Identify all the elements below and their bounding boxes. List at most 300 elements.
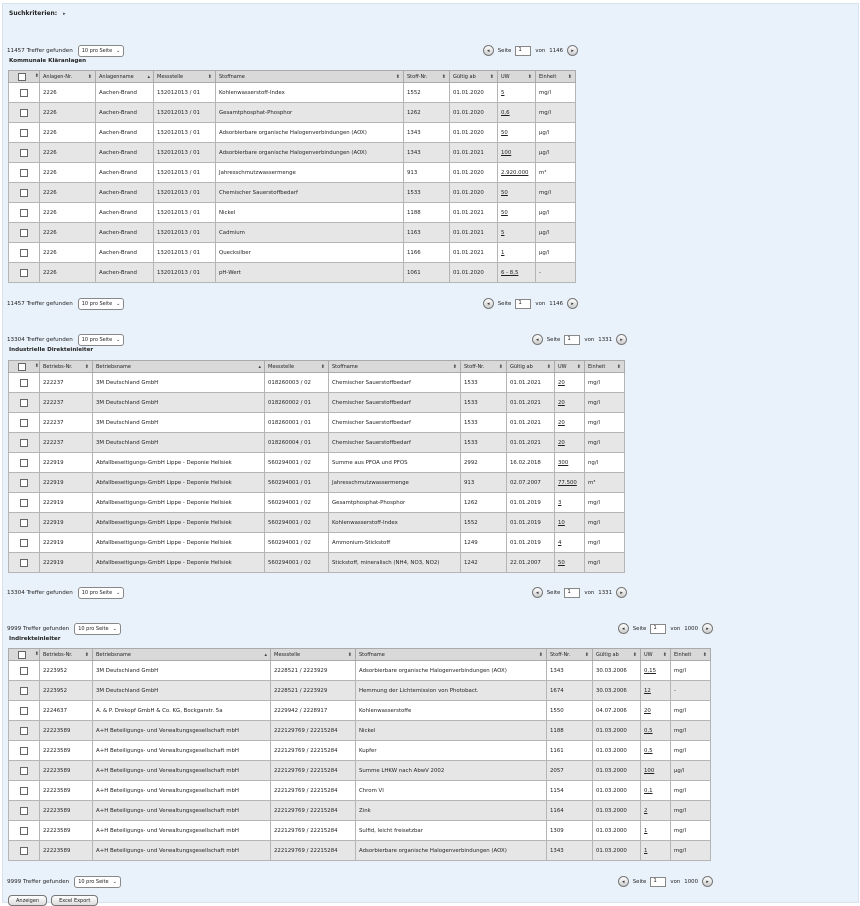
checkbox-icon[interactable] <box>20 747 28 755</box>
table-row <box>9 203 576 223</box>
cell-uw[interactable] <box>641 681 671 701</box>
column-header-stoff[interactable] <box>216 71 404 83</box>
column-header-label: Gültig ab <box>596 651 619 658</box>
limit-value-link[interactable]: 50 <box>501 189 508 196</box>
cell-nr: 1262 <box>461 493 507 513</box>
cell-stoff: Hemmung der Lichtemission von Photobact. <box>356 681 547 701</box>
section-2-table <box>8 648 711 861</box>
cell-ab: 01.01.2020 <box>450 183 498 203</box>
cell-ab: 01.01.2019 <box>507 513 555 533</box>
column-header-uw[interactable] <box>641 649 671 661</box>
sort-icon[interactable]: ⬍ <box>87 73 92 80</box>
cell-nr: 1242 <box>461 553 507 573</box>
column-header-unit[interactable] <box>585 361 625 373</box>
sort-icon[interactable]: ⬍ <box>662 651 667 658</box>
column-header-ab[interactable] <box>593 649 641 661</box>
cell-id: 2226 <box>40 123 96 143</box>
checkbox-icon[interactable] <box>20 149 28 157</box>
limit-value-link[interactable]: 3 <box>558 499 562 506</box>
checkbox-icon[interactable] <box>20 687 28 695</box>
checkbox-icon[interactable] <box>20 707 28 715</box>
checkbox-icon[interactable] <box>20 827 28 835</box>
cell-name: 3M Deutschland GmbH <box>93 433 265 453</box>
cell-uw[interactable] <box>498 183 536 203</box>
sort-icon[interactable]: ⬍ <box>34 362 39 369</box>
limit-value-link[interactable]: 20 <box>558 439 565 446</box>
cell-mess: 222129769 / 22215284 <box>271 821 356 841</box>
section-2-top-result-count: 9999 Treffer gefunden <box>7 626 70 632</box>
cell-uw[interactable] <box>641 781 671 801</box>
per-page-value: 10 pro Seite <box>81 337 113 343</box>
cell-stoff: Gesamtphosphat-Phosphor <box>329 493 461 513</box>
column-header-uw[interactable] <box>498 71 536 83</box>
cell-ab: 01.03.2000 <box>593 741 641 761</box>
limit-value-link[interactable]: 5 <box>501 89 505 96</box>
cell-uw[interactable] <box>498 123 536 143</box>
next-page-icon[interactable]: ▸ <box>616 587 627 598</box>
sort-icon[interactable]: ⬍ <box>546 363 551 370</box>
cell-name: A+H Beteiligungs- und Verwaltungsgesellschaft mbH <box>93 761 271 781</box>
page-number-input[interactable]: 1 <box>564 588 580 598</box>
row-checkbox[interactable] <box>9 553 40 573</box>
row-checkbox[interactable] <box>9 681 40 701</box>
cell-name: A+H Beteiligungs- und Verwaltungsgesellschaft mbH <box>93 841 271 861</box>
cell-unit: ng/l <box>585 453 625 473</box>
cell-mess: 132012013 / 01 <box>154 83 216 103</box>
cell-unit: - <box>671 681 711 701</box>
sort-icon[interactable]: ⬍ <box>207 73 212 80</box>
section-1-top-per-page-select[interactable] <box>78 334 125 346</box>
cell-mess: 560294001 / 02 <box>265 493 329 513</box>
select-all-checkbox[interactable] <box>9 649 40 661</box>
limit-value-link[interactable]: 2.920.000 <box>501 169 529 176</box>
row-checkbox[interactable] <box>9 203 40 223</box>
row-checkbox[interactable] <box>9 661 40 681</box>
sort-icon[interactable]: ⬍ <box>320 363 325 370</box>
limit-value-link[interactable]: 50 <box>501 129 508 136</box>
row-checkbox[interactable] <box>9 821 40 841</box>
cell-ab: 01.01.2021 <box>507 433 555 453</box>
cell-ab: 02.07.2007 <box>507 473 555 493</box>
limit-value-link[interactable]: 4 <box>558 539 562 546</box>
cell-id: 22223589 <box>40 801 93 821</box>
checkbox-icon[interactable] <box>20 249 28 257</box>
cell-uw[interactable] <box>555 413 585 433</box>
cell-name: A+H Beteiligungs- und Verwaltungsgesellschaft mbH <box>93 801 271 821</box>
row-checkbox[interactable] <box>9 103 40 123</box>
limit-value-link[interactable]: 12 <box>644 687 651 694</box>
cell-uw[interactable] <box>641 841 671 861</box>
column-header-uw[interactable] <box>555 361 585 373</box>
sort-icon[interactable]: ⬍ <box>576 363 581 370</box>
cell-ab: 01.01.2020 <box>450 83 498 103</box>
row-checkbox[interactable] <box>9 801 40 821</box>
cell-uw[interactable] <box>555 453 585 473</box>
checkbox-icon[interactable] <box>20 499 28 507</box>
column-header-label: Messstelle <box>157 73 184 80</box>
checkbox-icon[interactable] <box>18 363 26 371</box>
table-row <box>9 513 625 533</box>
cell-uw[interactable] <box>641 761 671 781</box>
prev-page-icon[interactable]: ◂ <box>483 45 494 56</box>
cell-uw[interactable] <box>498 203 536 223</box>
cell-stoff: Kohlenwasserstoff-Index <box>329 513 461 533</box>
cell-id: 2226 <box>40 83 96 103</box>
sort-icon[interactable]: ⬍ <box>527 73 532 80</box>
cell-ab: 01.03.2000 <box>593 721 641 741</box>
limit-value-link[interactable]: 0,1 <box>644 787 653 794</box>
cell-nr: 1166 <box>404 243 450 263</box>
cell-unit: mg/l <box>671 801 711 821</box>
next-page-icon[interactable]: ▸ <box>702 876 713 887</box>
checkbox-icon[interactable] <box>20 129 28 137</box>
next-page-icon[interactable]: ▸ <box>567 298 578 309</box>
checkbox-icon[interactable] <box>20 379 28 387</box>
checkbox-icon[interactable] <box>20 439 28 447</box>
column-header-name[interactable] <box>93 361 265 373</box>
total-pages: 1331 <box>598 589 612 596</box>
cell-ab: 01.01.2021 <box>507 413 555 433</box>
cell-uw[interactable] <box>641 661 671 681</box>
checkbox-icon[interactable] <box>20 539 28 547</box>
cell-unit: - <box>536 263 576 283</box>
section-2-bottom-per-page-select[interactable] <box>74 876 121 888</box>
row-checkbox[interactable] <box>9 513 40 533</box>
column-header-id[interactable] <box>40 649 93 661</box>
cell-id: 2226 <box>40 243 96 263</box>
cell-name: 3M Deutschland GmbH <box>93 393 265 413</box>
cell-uw[interactable] <box>498 103 536 123</box>
cell-unit: mg/l <box>585 533 625 553</box>
chevron-down-icon: ⌄ <box>116 337 121 343</box>
table-row <box>9 143 576 163</box>
column-header-nr[interactable] <box>404 71 450 83</box>
row-checkbox[interactable] <box>9 721 40 741</box>
row-checkbox[interactable] <box>9 493 40 513</box>
prev-page-icon[interactable]: ◂ <box>532 334 543 345</box>
table-row <box>9 243 576 263</box>
column-header-id[interactable] <box>40 71 96 83</box>
checkbox-icon[interactable] <box>18 651 26 659</box>
cell-uw[interactable] <box>555 553 585 573</box>
show-button[interactable]: Anzeigen <box>8 895 47 906</box>
cell-ab: 30.03.2006 <box>593 661 641 681</box>
limit-value-link[interactable]: 1 <box>501 249 505 256</box>
sort-icon[interactable]: ⬍ <box>34 72 39 79</box>
limit-value-link[interactable]: 100 <box>501 149 512 156</box>
limit-value-link[interactable]: 1 <box>644 847 648 854</box>
next-page-icon[interactable]: ▸ <box>567 45 578 56</box>
limit-value-link[interactable]: 50 <box>558 559 565 566</box>
cell-unit: mg/l <box>585 373 625 393</box>
row-checkbox[interactable] <box>9 163 40 183</box>
select-all-checkbox[interactable] <box>9 361 40 373</box>
row-checkbox[interactable] <box>9 761 40 781</box>
cell-mess: 132012013 / 01 <box>154 203 216 223</box>
page-number-input[interactable]: 1 <box>515 299 531 309</box>
row-checkbox[interactable] <box>9 701 40 721</box>
sort-icon[interactable]: ⬍ <box>632 651 637 658</box>
cell-mess: 132012013 / 01 <box>154 263 216 283</box>
cell-mess: 560294001 / 02 <box>265 553 329 573</box>
limit-value-link[interactable]: 10 <box>558 519 565 526</box>
column-header-label: Einheit <box>588 363 606 370</box>
limit-value-link[interactable]: 77.500 <box>558 479 577 486</box>
section-1-bottom-per-page-select[interactable] <box>78 587 125 599</box>
column-header-ab[interactable] <box>450 71 498 83</box>
cell-uw[interactable] <box>555 393 585 413</box>
checkbox-icon[interactable] <box>20 399 28 407</box>
limit-value-link[interactable]: 6 - 8,5 <box>501 269 519 276</box>
row-checkbox[interactable] <box>9 373 40 393</box>
limit-value-link[interactable]: 0,5 <box>644 747 653 754</box>
total-pages: 1146 <box>549 300 563 307</box>
cell-mess: 560294001 / 01 <box>265 473 329 493</box>
section-0-header-row <box>9 71 576 83</box>
cell-nr: 1188 <box>404 203 450 223</box>
cell-uw[interactable] <box>498 143 536 163</box>
cell-unit: mg/l <box>671 821 711 841</box>
cell-nr: 1188 <box>547 721 593 741</box>
cell-stoff: Ammonium-Stickstoff <box>329 533 461 553</box>
column-header-nr[interactable] <box>547 649 593 661</box>
column-header-nr[interactable] <box>461 361 507 373</box>
cell-id: 222919 <box>40 493 93 513</box>
column-header-id[interactable] <box>40 361 93 373</box>
cell-unit: m³ <box>536 163 576 183</box>
sort-ascending-icon[interactable]: ▴ <box>264 651 267 658</box>
cell-mess: 2228521 / 2223929 <box>271 661 356 681</box>
checkbox-icon[interactable] <box>20 169 28 177</box>
page-number-input[interactable]: 1 <box>650 877 666 887</box>
cell-uw[interactable] <box>555 513 585 533</box>
sort-icon[interactable]: ⬍ <box>489 73 494 80</box>
next-page-icon[interactable]: ▸ <box>702 623 713 634</box>
cell-uw[interactable] <box>498 243 536 263</box>
cell-stoff: Kohlenwasserstoff-Index <box>216 83 404 103</box>
row-checkbox[interactable] <box>9 223 40 243</box>
column-header-name[interactable] <box>96 71 154 83</box>
sort-icon[interactable]: ⬍ <box>498 363 503 370</box>
cell-mess: 222129769 / 22215284 <box>271 781 356 801</box>
row-checkbox[interactable] <box>9 143 40 163</box>
cell-unit: mg/l <box>585 553 625 573</box>
row-checkbox[interactable] <box>9 243 40 263</box>
row-checkbox[interactable] <box>9 83 40 103</box>
limit-value-link[interactable]: 300 <box>558 459 569 466</box>
prev-page-icon[interactable]: ◂ <box>483 298 494 309</box>
row-checkbox[interactable] <box>9 413 40 433</box>
cell-nr: 1309 <box>547 821 593 841</box>
cell-uw[interactable] <box>555 433 585 453</box>
column-header-label: Betriebsname <box>96 363 131 370</box>
row-checkbox[interactable] <box>9 473 40 493</box>
sort-icon[interactable]: ⬍ <box>584 651 589 658</box>
section-0-top-per-page-select[interactable] <box>78 45 125 57</box>
checkbox-icon[interactable] <box>20 559 28 567</box>
column-header-ab[interactable] <box>507 361 555 373</box>
limit-value-link[interactable]: 20 <box>558 399 565 406</box>
checkbox-icon[interactable] <box>20 667 28 675</box>
cell-unit: mg/l <box>671 661 711 681</box>
prev-page-icon[interactable]: ◂ <box>532 587 543 598</box>
checkbox-icon[interactable] <box>20 109 28 117</box>
row-checkbox[interactable] <box>9 433 40 453</box>
sort-icon[interactable]: ⬍ <box>34 650 39 657</box>
checkbox-icon[interactable] <box>20 189 28 197</box>
cell-uw[interactable] <box>555 473 585 493</box>
column-header-mess[interactable] <box>271 649 356 661</box>
cell-name: Aachen-Brand <box>96 83 154 103</box>
column-header-unit[interactable] <box>671 649 711 661</box>
limit-value-link[interactable]: 0,15 <box>644 667 657 674</box>
cell-uw[interactable] <box>641 741 671 761</box>
limit-value-link[interactable]: 20 <box>558 379 565 386</box>
section-0-bottom-pagination <box>483 298 578 309</box>
prev-page-icon[interactable]: ◂ <box>618 623 629 634</box>
sort-icon[interactable]: ⬍ <box>395 73 400 80</box>
cell-uw[interactable] <box>555 373 585 393</box>
checkbox-icon[interactable] <box>20 209 28 217</box>
table-row <box>9 553 625 573</box>
page-number-input[interactable]: 1 <box>650 624 666 634</box>
sort-icon[interactable]: ⬍ <box>616 363 621 370</box>
checkbox-icon[interactable] <box>20 727 28 735</box>
checkbox-icon[interactable] <box>20 479 28 487</box>
column-header-stoff[interactable] <box>329 361 461 373</box>
cell-nr: 1552 <box>404 83 450 103</box>
sort-icon[interactable]: ⬍ <box>538 651 543 658</box>
sort-icon[interactable]: ⬍ <box>567 73 572 80</box>
limit-value-link[interactable]: 20 <box>558 419 565 426</box>
checkbox-icon[interactable] <box>20 419 28 427</box>
checkbox-icon[interactable] <box>20 269 28 277</box>
limit-value-link[interactable]: 0,5 <box>644 727 653 734</box>
cell-unit: µg/l <box>671 761 711 781</box>
cell-uw[interactable] <box>498 263 536 283</box>
triangle-right-icon[interactable]: ▸ <box>63 10 66 17</box>
sort-icon[interactable]: ⬍ <box>702 651 707 658</box>
checkbox-icon[interactable] <box>20 807 28 815</box>
cell-ab: 01.01.2021 <box>450 223 498 243</box>
cell-uw[interactable] <box>498 223 536 243</box>
limit-value-link[interactable]: 2 <box>644 807 648 814</box>
limit-value-link[interactable]: 1 <box>644 827 648 834</box>
table-row <box>9 801 711 821</box>
sort-ascending-icon[interactable]: ▴ <box>258 363 261 370</box>
cell-uw[interactable] <box>498 83 536 103</box>
limit-value-link[interactable]: 50 <box>501 209 508 216</box>
column-header-unit[interactable] <box>536 71 576 83</box>
sort-icon[interactable]: ⬍ <box>347 651 352 658</box>
total-pages: 1146 <box>549 47 563 54</box>
sort-icon[interactable]: ⬍ <box>84 363 89 370</box>
sort-icon[interactable]: ⬍ <box>84 651 89 658</box>
column-header-label: Einheit <box>674 651 692 658</box>
section-2-top-per-page-select[interactable] <box>74 623 121 635</box>
sort-icon[interactable]: ⬍ <box>452 363 457 370</box>
cell-mess: 018260003 / 02 <box>265 373 329 393</box>
checkbox-icon[interactable] <box>20 787 28 795</box>
row-checkbox[interactable] <box>9 393 40 413</box>
sort-icon[interactable]: ⬍ <box>441 73 446 80</box>
checkbox-icon[interactable] <box>20 847 28 855</box>
sort-ascending-icon[interactable]: ▴ <box>147 73 150 80</box>
next-page-icon[interactable]: ▸ <box>616 334 627 345</box>
column-header-mess[interactable] <box>154 71 216 83</box>
checkbox-icon[interactable] <box>18 73 26 81</box>
checkbox-icon[interactable] <box>20 89 28 97</box>
cell-mess: 132012013 / 01 <box>154 243 216 263</box>
cell-stoff: Zink <box>356 801 547 821</box>
search-criteria-toggle[interactable] <box>9 10 66 17</box>
cell-uw[interactable] <box>498 163 536 183</box>
page-number-input[interactable]: 1 <box>515 46 531 56</box>
cell-mess: 132012013 / 01 <box>154 163 216 183</box>
table-row <box>9 123 576 143</box>
cell-nr: 913 <box>461 473 507 493</box>
cell-mess: 018260002 / 01 <box>265 393 329 413</box>
cell-name: A+H Beteiligungs- und Verwaltungsgesellschaft mbH <box>93 781 271 801</box>
cell-mess: 222129769 / 22215284 <box>271 721 356 741</box>
row-checkbox[interactable] <box>9 453 40 473</box>
row-checkbox[interactable] <box>9 781 40 801</box>
limit-value-link[interactable]: 100 <box>644 767 655 774</box>
cell-id: 2224637 <box>40 701 93 721</box>
of-label: von <box>584 589 595 596</box>
checkbox-icon[interactable] <box>20 519 28 527</box>
column-header-stoff[interactable] <box>356 649 547 661</box>
limit-value-link[interactable]: 0,6 <box>501 109 510 116</box>
limit-value-link[interactable]: 20 <box>644 707 651 714</box>
cell-uw[interactable] <box>641 821 671 841</box>
column-header-mess[interactable] <box>265 361 329 373</box>
table-row <box>9 453 625 473</box>
row-checkbox[interactable] <box>9 533 40 553</box>
checkbox-icon[interactable] <box>20 459 28 467</box>
row-checkbox[interactable] <box>9 841 40 861</box>
column-header-name[interactable] <box>93 649 271 661</box>
row-checkbox[interactable] <box>9 183 40 203</box>
row-checkbox[interactable] <box>9 741 40 761</box>
cell-stoff: pH-Wert <box>216 263 404 283</box>
cell-uw[interactable] <box>641 801 671 821</box>
row-checkbox[interactable] <box>9 263 40 283</box>
cell-mess: 132012013 / 01 <box>154 143 216 163</box>
cell-uw[interactable] <box>555 533 585 553</box>
total-pages: 1000 <box>684 878 698 885</box>
cell-id: 22223589 <box>40 821 93 841</box>
cell-id: 22223589 <box>40 781 93 801</box>
excel-export-button[interactable]: Excel Export <box>51 895 98 906</box>
cell-uw[interactable] <box>641 721 671 741</box>
select-all-checkbox[interactable] <box>9 71 40 83</box>
cell-ab: 01.01.2021 <box>507 373 555 393</box>
page-number-input[interactable]: 1 <box>564 335 580 345</box>
cell-ab: 01.03.2000 <box>593 761 641 781</box>
row-checkbox[interactable] <box>9 123 40 143</box>
limit-value-link[interactable]: 5 <box>501 229 505 236</box>
checkbox-icon[interactable] <box>20 229 28 237</box>
cell-unit: mg/l <box>585 433 625 453</box>
cell-uw[interactable] <box>641 701 671 721</box>
section-0-bottom-per-page-select[interactable] <box>78 298 125 310</box>
page-label: Seite <box>497 300 512 307</box>
cell-uw[interactable] <box>555 493 585 513</box>
checkbox-icon[interactable] <box>20 767 28 775</box>
prev-page-icon[interactable]: ◂ <box>618 876 629 887</box>
column-header-label: Messstelle <box>274 651 301 658</box>
